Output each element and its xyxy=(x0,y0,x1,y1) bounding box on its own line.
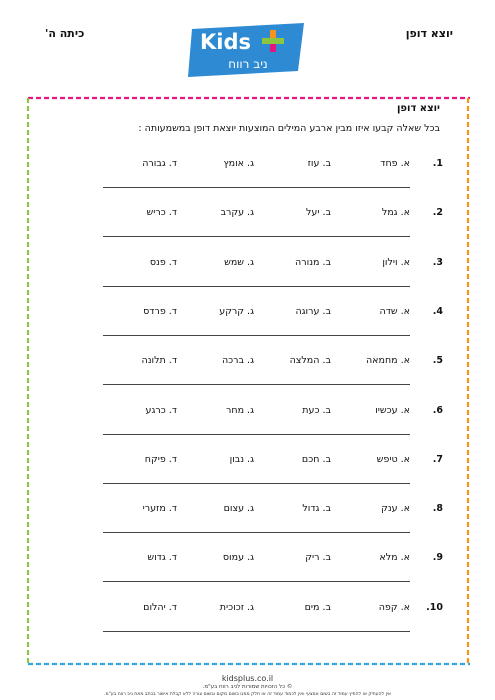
answer-line[interactable] xyxy=(103,187,410,188)
option-c: ג. עמוס xyxy=(222,552,254,564)
question-row xyxy=(0,405,495,425)
question-row xyxy=(0,355,495,375)
grade-label: כיתה ה' xyxy=(45,27,85,40)
question-row xyxy=(0,257,495,277)
option-a: א. טיפש xyxy=(376,453,410,465)
option-a: א. גמל xyxy=(381,207,410,219)
footer-copyright: © כל הזכויות שמורות לניב רווח בע"מ. xyxy=(202,684,293,690)
option-b: ב. מנורה xyxy=(295,256,331,268)
option-a: א. עכשיו xyxy=(375,404,410,416)
question-number: 3. xyxy=(432,256,443,268)
option-d: ד. מזערי xyxy=(142,503,177,515)
option-b: ב. גדול xyxy=(302,503,331,515)
footer-url: kidsplus.co.il xyxy=(221,674,274,683)
option-a: א. מלא xyxy=(379,552,410,564)
option-d: ד. פנס xyxy=(149,256,177,268)
option-c: ג. עקרב xyxy=(220,207,254,219)
question-row xyxy=(0,207,495,227)
question-number: 10. xyxy=(426,601,443,613)
question-number: 4. xyxy=(432,305,443,317)
option-b: ב. המלצה xyxy=(289,355,331,367)
question-number: 5. xyxy=(432,355,443,367)
answer-line[interactable] xyxy=(103,532,410,533)
question-row xyxy=(0,158,495,178)
option-a: א. וילון xyxy=(382,256,410,268)
answer-line[interactable] xyxy=(103,384,410,385)
option-c: ג. זכוכית xyxy=(219,601,254,613)
question-row xyxy=(0,503,495,523)
option-a: א. פחד xyxy=(380,158,410,169)
worksheet-topic: יוצא דופן xyxy=(405,27,453,40)
question-row xyxy=(0,454,495,474)
question-row xyxy=(0,306,495,326)
question-number: 9. xyxy=(432,552,443,564)
worksheet-title: יוצא דופן xyxy=(397,103,440,114)
option-c: ג. נבון xyxy=(229,453,254,465)
option-d: ד. גבורה xyxy=(142,158,177,169)
svg-text:Kids: Kids xyxy=(200,30,252,54)
option-d: ד. כרגע xyxy=(145,404,177,416)
question-number: 2. xyxy=(432,207,443,219)
option-c: ג. ברכה xyxy=(221,355,254,367)
answer-line[interactable] xyxy=(103,483,410,484)
option-a: א. קפה xyxy=(378,601,410,613)
option-c: ג. עצום xyxy=(223,503,254,515)
option-a: א. מחמאה xyxy=(365,355,410,367)
question-number: 1. xyxy=(432,158,443,169)
question-number: 6. xyxy=(432,404,443,416)
option-b: ב. מים xyxy=(304,601,331,613)
option-b: ב. חכם xyxy=(301,453,331,465)
option-d: ד. יהלום xyxy=(143,601,177,613)
question-number: 7. xyxy=(432,453,443,465)
instructions: בכל שאלה קבעו איזו מבין ארבע המילים המוצעות יוצאת דופן במשמעותה : xyxy=(138,123,440,134)
option-c: ג. אומץ xyxy=(223,158,254,169)
answer-line[interactable] xyxy=(103,335,410,336)
option-b: ב. ערוגה xyxy=(295,305,331,317)
option-b: ב. יעל xyxy=(305,207,331,219)
option-b: ב. כעת xyxy=(302,404,331,416)
option-a: א. שדה xyxy=(379,305,410,317)
answer-line[interactable] xyxy=(103,286,410,287)
answer-line[interactable] xyxy=(103,631,410,632)
svg-text:ניב רווח: ניב רווח xyxy=(228,57,268,71)
option-d: ד. כריש xyxy=(146,207,177,219)
option-c: ג. שמש xyxy=(224,256,254,268)
option-d: ד. פרדס xyxy=(143,305,177,317)
option-c: ג. קרקע xyxy=(219,305,254,317)
option-b: ב. ריק xyxy=(305,552,331,564)
answer-line[interactable] xyxy=(103,236,410,237)
option-a: א. ענק xyxy=(381,503,410,515)
question-row xyxy=(0,602,495,622)
footer-terms: אין להעתיק או להפיץ עמוד זה בשום אמצעי ואין לכמוד עמוד זה או חלק ממנו בשום מקום ובשום צורה ללא קבלת אישור בכתב מאת ניב רווח בע"מ. xyxy=(104,692,391,697)
option-b: ב. עוז xyxy=(307,158,331,169)
option-c: ג. מחר xyxy=(226,404,254,416)
option-d: ד. גדוש xyxy=(147,552,177,564)
option-d: ד. תלונה xyxy=(141,355,177,367)
question-row xyxy=(0,552,495,572)
kids-plus-logo xyxy=(186,21,310,79)
option-d: ד. פיקח xyxy=(144,453,177,465)
question-number: 8. xyxy=(432,503,443,515)
answer-line[interactable] xyxy=(103,434,410,435)
answer-line[interactable] xyxy=(103,581,410,582)
